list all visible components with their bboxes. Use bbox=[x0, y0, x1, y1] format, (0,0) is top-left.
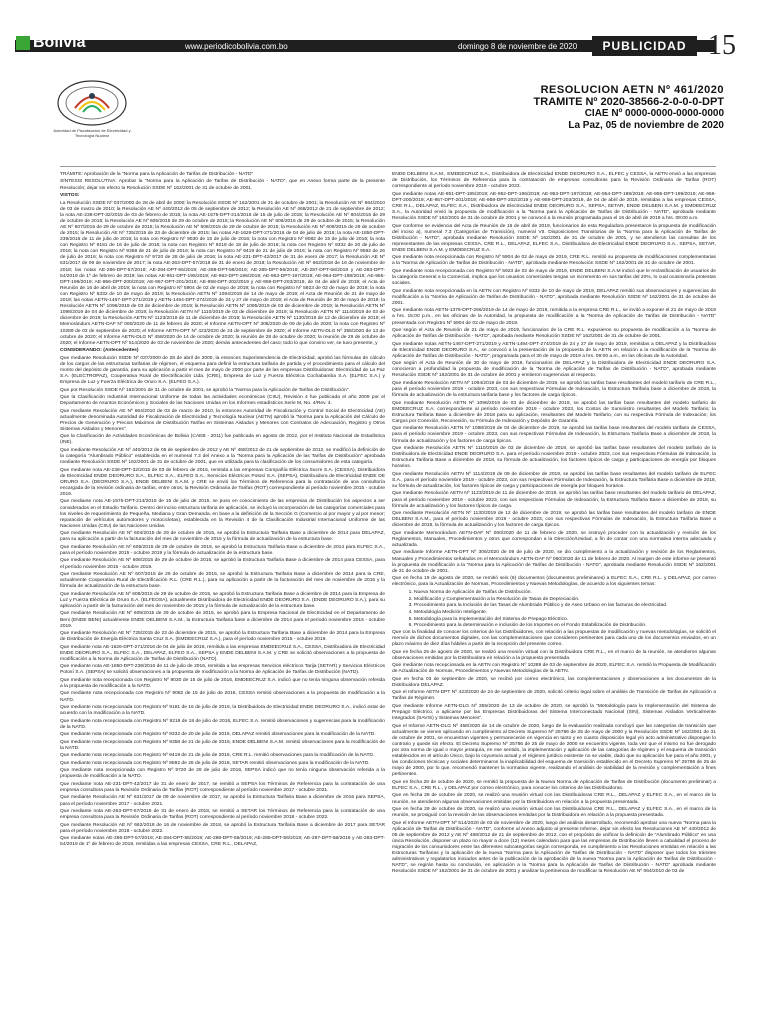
paragraph: Que mediante Resolución AETN Nº 1096/2019 de 03 de diciembre de 2019, se aprobó las tarifas base resultantes del modelo tarifario de EMDEECRUZ S.A. correspondiente al período noviembre 2019 - octubre 2023, los Costos de Suministro resultantes del Modelo Tarifario; la Estructura Tarifaria Base a diciembre de 2018 para su aplicación, resultantes del Modelo Tarifario, con su respectiva Fórmula de Indexación; los Cargos por Conexión, Reconexión, su Fórmula de Indexación y Depósito de Garantía. bbox=[392, 400, 716, 424]
paragraph: Que mediante Resolución AETN Nº 1123/2019 de 11 de diciembre de 2019, se aprobó las tarifas base resultantes del modelo tarifario de DELAPAZ, para el período noviembre 2019 - octubre 2023, con sus respectivas Fórmulas de Indexación, la Estructura Tarifaria Base a diciembre de 2018, su fórmula de actualización y los factores típicos de carga. bbox=[392, 491, 716, 509]
paragraph: Que mediante nota recepcionada en la AETN con Registro Nº 6332 de 10 de mayo de 2019, DELAPAZ remitió sus observaciones y sugerencias de modificación a la "Norma de Aplicación de Tarifas de Distribución - NATD", aprobada mediante Resolución SSDE Nº 162/2001 de 31 de octubre de 2001. bbox=[392, 288, 716, 306]
paragraph: Que mediante notas AETN-1467-DPT-271/2019 y AETN-1494-DPT-274/2019 de 24 y 27 de mayo de 2019, remitidas a DELAPAZ y la Distribuidora de Electricidad ENDE DEORURO S.A., se convocó a la presentación de la propuesta de la AETN en relación a la modificación de la "Norma de Aplicación de Tarifas de Distribución - NATD", programada para el 30 de mayo de 2019 a hrs. 09:00 a.m., en las oficinas de la Autoridad. bbox=[392, 341, 716, 359]
paragraph: Que mediante notas AE-286-DPT-57/2019; AE-284-DPT-55/2019; AE-288-DPT-59/2019; AE-285-DPT-56/2019; AE-287-DPT-58/2019 y AE-283-DPT-54/2019 de 1º de febrero de 2019, remitidas a las empresas CESSA, CRE R.L., DELAPAZ, bbox=[60, 836, 385, 848]
tramite-text: TRÁMITE: Aprobación de la "Norma para la Aplicación de Tarifas de Distribución - NATD" bbox=[60, 172, 254, 177]
paragraph: Que mediante Resolución AE Nº 608/2015 de 29 de octubre de 2015, se aprobó la Estructura Tarifaria Base a diciembre de 2014 para la Empresa de Luz y Fuerza Eléctrica de Oruro S.A. (ELFEOSA), actualmente Distribuidora de Electricidad ENDE DEORURO S.A. (ENDE DEORURO S.A.), para su aplicación a partir de la facturación del mes de noviembre de 2015 y la fórmula de actualización de la estructura base. bbox=[60, 591, 385, 609]
paragraph: Que mediante nota AE-263-DPT-57/2018 de 31 de enero de 2018, se remitió a SETAR los Términos de Referencia para la contratación de una empresa consultora para la Revisión Ordinaria de Tarifas (ROT) correspondiente al período noviembre 2018 - octubre 2022. bbox=[60, 808, 385, 821]
right-paragraphs-a bbox=[392, 172, 716, 588]
paragraph: Que por Resolución SSDE Nº 162/2001 de 31 de octubre de 2001, se aprobó la "Norma para la Aplicación de Tarifas de Distribución". bbox=[60, 387, 350, 393]
paragraph: Que en fecha 28 de octubre de 2020, se realizó una reunión virtual con las Distribuidoras CRE R.L., DELAPAZ y ELFEC S.A., en el marco de la reunión, se atendieron algunas observaciones emitidas por la Distribuidora en relación a la propuesta presentada. bbox=[392, 793, 716, 805]
topics-list bbox=[414, 590, 716, 630]
list-item: 5. Metodología para la Implementación del Sistema de Prepago Eléctrico. bbox=[414, 617, 716, 623]
paragraph: Que mediante Resolución AE Nº 604/2015 de 29 de octubre de 2015, se aprobó la Estructura Tarifaria Base a diciembre de 2014 para DELAPAZ, para su aplicación a partir de la facturación del mes de noviembre de 2015 y la fórmula de actualización de la estructura base. bbox=[60, 531, 385, 543]
paragraph: Que mediante Resolución SSDE Nº 037/2000 de 28 de abril de 2000, la entonces Superintendencia de Electricidad, aprobó las fórmulas de cálculo de los cargos de las estructuras tarifarias de régimen, el esquema para definir la estructura tarifaria de partida y el procedimiento para el cálculo del monto del depósito de garantía, para su aplicación a partir el mes de mayo de 2000 por parte de las empresas Distribuidoras: Electricidad de La Paz S.A. (ELECTROPAZ), Cooperativa Rural de Electrificación Ltda. (CRE), Empresa de Luz y Fuerza Eléctrica Cochabamba S.A. (ELFEC S.A.) y Empresa de Luz y Fuerza Eléctrica de Oruro S.A. (ELFEO S.A.). bbox=[60, 355, 385, 386]
paragraph: Que mediante Resolución AE Nº 631/2017 de 09 de noviembre de 2017, se aprobó la Estructura Tarifaria Base a diciembre de 2016 para SEPSA, para el período noviembre 2017 - octubre 2021. bbox=[60, 795, 385, 807]
paragraph: Que mediante nota AE-1850-DPT-239/2016 de 11 de julio de 2016, remitida a las empresas Servicios eléctricos Tarija (SETAR) y Servicios Eléctricos Potosí S.A. (SEPSA) se solicitó observaciones a la propuesta de modificación a la Norma de Aplicación de Tarifas de Distribución (NATD). bbox=[60, 664, 385, 676]
list-item: 3. Procedimiento para la Inclusión de las Tasas de Alumbrado Público y de Aseo Urbano en las facturas de electricidad. bbox=[414, 603, 716, 609]
paragraph: Que mediante Resolución AETN Nº 1094/2019 de 03 de diciembre de 2019, se aprobó las tarifas base resultantes del modelo tarifario de CRE R.L., para el período noviembre 2019 - octubre 2023, con sus respectivas Fórmulas de Indexación, la Estructura Tarifaria base a diciembre de 2018, la fórmula de actualización de la estructura tarifaria base y los factores de carga típicos. bbox=[392, 380, 716, 399]
list-item: 1. Nueva Norma de Aplicación de Tarifas de Distribución. bbox=[414, 590, 716, 596]
issue-date: domingo 8 de noviembre de 2020 bbox=[458, 42, 578, 51]
list-item: 4. Metodología Medición Inteligente. bbox=[414, 610, 716, 616]
paragraph: Que mediante nota recepcionada con Registro Nº 5923 de 02 de mayo de 2019, ENDE DELBENI S.A.M indicó que le reclasificación de usuarios de la categoría General a la Comercial, implica que los usuarios comerciales tengan un incremento en sus tarifas del 20%, lo cual ocasionaría protestas sociales. bbox=[392, 268, 716, 287]
paragraph: Que según el Acta de Reunión de 30 de mayo de 2019, funcionarios de DELAPAZ y la Distribuidora de Electricidad ENDE DEORURO S.A. conocieron a profundidad la propuesta de modificación de la "Norma de Aplicación de Tarifas de Distribución - NATD", aprobada mediante Resolución SSDE Nº 162/2001 de 31 de octubre de 2001 y emitieron sugerencias al respecto. bbox=[392, 361, 716, 379]
paragraph: Que mediante nota AETN-1376-DPT-266/2019 de 14 de mayo de 2019, remitida a la empresa CRE R.L., se invitó a exponer el 21 de mayo de 2019 a hrs. 15:00 p.m., en las oficinas de la Autoridad, la propuesta de modificación a la "Norma de Aplicación de Tarifas de Distribución - NATD" presentada con Registro Nº 5904 de 02 de mayo de 2019. bbox=[392, 308, 716, 326]
paragraph: Que mediante Resolución AE Nº 606/2015 de 29 de octubre de 2015, se aprobó la Estructura Tarifaria Base a diciembre de 2014 para CESSA, para el período noviembre 2015 - octubre 2019. bbox=[60, 558, 385, 570]
paragraph: Que mediante Resolución AE Nº 607/2015 de 29 de octubre de 2015, se aprobó la Estructura Tarifaria Base a diciembre de 2014 para la CRE, actualmente Cooperativa Rural de Electrificación R.L. (CRE R.L.), para su aplicación a partir de la facturación del mes de noviembre de 2015 y la fórmula de actualización de la estructura base. bbox=[60, 572, 385, 590]
left-column bbox=[60, 172, 385, 850]
paragraph: ENDE DELBENI S.A.M., EMDEECRUZ S.A., Distribuidora de Electricidad ENDE DEORURO S.A., ELFEC y CESSA, la AETN envió a las empresas de Distribución, los Términos de Referencia para la contratación de empresas consultoras para la Revisión Ordinaria de Tarifas (ROT) correspondiente al período noviembre 2019 - octubre 2023. bbox=[392, 172, 716, 190]
crest-caption: Autoridad de Fiscalización de Electricidad y Tecnología Nuclear bbox=[53, 128, 131, 138]
paragraph: Que según el Acta de Reunión de 21 de mayo de 2019, funcionarios de la CRE R.L. expusieron su propuesta de modificación a la "Norma de Aplicación de Tarifas de Distribución - NATD", aprobada mediante Resolución SSDE Nº 162/2001 de 31 de octubre de 2001. bbox=[392, 327, 716, 340]
list-item: 2. Modificación y Complementación a la Resolución de Tasas de Depreciación. bbox=[414, 597, 716, 603]
paragraph: Que en fecha 19 de agosto de 2020, se remitió seis (6) documentos (documentos preliminares) a ELFEC S.A., CRE R.L. y DELAPAZ, por correo electrónico, para la Actualización de Normas, Procedimientos y Nuevas Metodologías, de acuerdo a los siguientes temas: bbox=[392, 576, 716, 588]
left-paragraphs bbox=[60, 356, 385, 849]
paragraph: Que la Clasificación Industrial Internacional Uniforme de todas las actividades económicas (CIIU), Revisión 4 fue publicada el año 2009 por el Departamento de Asuntos Económicos y Sociales de las Naciones Unidas en los Informes estadísticos Serie M, No. 4/Rev. 4. bbox=[60, 395, 385, 407]
logo-text: Bolivia bbox=[33, 34, 86, 51]
right-paragraphs-b bbox=[392, 630, 716, 875]
considerando-heading: CONSIDERANDO: (Antecedentes) bbox=[60, 348, 139, 354]
paragraph: Que mediante nota recepcionada con Registro Nº 9592 de 26 de julio de 2016, SETAR remitió observaciones para la modificación de la NATD. bbox=[60, 760, 370, 766]
paragraph: Que mediante Resolución AETN Nº 1130/2019 de 12 de diciembre de 2019, se aprobó las tarifas base resultantes del modelo tarifario de ENDE DELBENI S.A.M., para el período noviembre 2019 - octubre 2023, con sus respectivas Fórmulas de Indexación, la Estructura Tarifaria Base a diciembre de 2018, la fórmula de actualización y los factores de carga típicos. bbox=[392, 511, 716, 529]
paragraph: Que mediante notas AE-951-DPT-195/2019; AE-952-DPT-196/2019; AE-953-DPT-197/2019; AE-954-DPT-198/2019; AE-955-DPT-199/2019; AE-956-DPT-200/2019; AE-957-DPT-201/2019; AE-958-DPT-202/2019 y AE-959-DPT-203/2019, de 04 de abril de 2019, remitidas a las empresas CESSA, CRE R.L., DELAPAZ, ELFEC S.A., Distribuidora de Electricidad ENDE DEORURO S.A., SEPSA, SETAR, ENDE DELBENI S.A.M. y EMDEECRUZ S.A., la Autoridad envió la propuesta de modificación a la "Norma para la Aplicación de Tarifas de Distribución - NATD", aprobada mediante Resolución SSDE Nº 162/2001 de 31 de octubre de 2001 y se convocó a la reunión programada para el 16 de abril de 2019 a hrs. 09:00 a.m. bbox=[392, 191, 716, 222]
paragraph: Que mediante Informe AETN-DLG Nº 355/2020 de 13 de octubre de 2020, se aprobó la "Metodología para la Implementación del Sistema de Prepago Eléctrico, a aplicarse por las Empresas Distribuidoras del Sistema Interconectado Nacional (SIN), Sistemas Aislados Verticalmente Integrados (SAVIS) y Sistemas Menores". bbox=[392, 703, 716, 722]
paragraph: Que el Informe AETN-DLG Nº 458/2020 de 14 de octubre de 2020, luego de la evaluación realizada concluyó que las categorías de transición que actualmente se vienen aplicando en cumplimiento al Decreto Supremo Nº 25786 de 25 de mayo de 2000 y la Resolución SSDE Nº 162/2001 de 31 de octubre de 2001, se encuentran vigentes y permanecerán en vigencia en tanto y en cuanto disposición legal y/o acto administrativo dispongan lo contrario y quede sin efecto. El Decreto Supremo Nº 25786 de 25 de mayo de 2000 se encuentra vigente, toda vez que el mismo no fue derogado por otra norma de igual o mayor jerarquía, en ese sentido, la implementación y aplicación de las categorías de régimen y el esquema de transición establecidos en el artículo Único, bajo la coyuntura actual y el régimen jurídico existente no se viable, dado que su aplicación fue para el año 2001, y las condiciones técnicas y sociales determinaron la inaplicabilidad del esquema de transición establecido en el Decreto Supremo Nº 25786 de 25 de mayo de 2000, por lo que, recomendó mantener la normativa vigente, realizando el análisis de viabilidad de la revisión y complementación a fines pertinentes. bbox=[392, 723, 716, 778]
paragraph: Que en fecha 28 de octubre de 2020, se remitió la propuesta de la Nueva Norma de Aplicación de Tarifas de Distribución (documento preliminar) a ELFEC S.A., CRE R.L., y DELAPAZ por correo electrónico, para conocer los criterios de las Distribuidoras. bbox=[392, 779, 716, 791]
resolution-number: RESOLUCION AETN Nº 461/2020 bbox=[540, 84, 724, 96]
newspaper-logo[interactable] bbox=[16, 34, 85, 52]
paragraph: Que mediante nota recepcionada con Registro Nº 5904 de 02 de mayo de 2019, CRE R.L. remitió su propuesta de modificaciones complementarias a la "Norma de Aplicación de Tarifas de Distribución - NATD", aprobada mediante Resolución SSDE Nº 162/2001 de 31 de octubre de 2001. bbox=[392, 255, 716, 267]
paragraph: Que en fecha 03 de septiembre de 2020, se recibió por correo electrónico, las complementaciones y observaciones a los documentos de la Distribuidora DELAPAZ. bbox=[392, 676, 716, 688]
list-item: 6. Procedimiento para la determinación e inclusión de los Importes en el Fondo Estabilización de Distribución. bbox=[414, 623, 716, 629]
paragraph: Que en fecha 29 de octubre de 2020, se realizó una reunión virtual con las Distribuidoras CRE R.L., DELAPAZ y ELFEC S.A., en el marco de la reunión, se prosiguió con la revisión de las observaciones emitidas por la Distribuidora en relación a la propuesta presentada. bbox=[392, 806, 716, 819]
paragraph: Que el Informe AETN-DPT Nº 514/2020 de 03 de noviembre de 2020, luego del análisis desarrollado, recomendó aprobar una nueva "Norma para la Aplicación de Tarifas de Distribución - NATD", conforme al Anexo adjunto al presente Informe, dejar sin efecto las Resoluciones AE Nº 440/2012 de 05 de septiembre de 2012 y AE Nº 468/2012 de 21 de septiembre de 2012, con el propósito de unificar la definición de "Alumbrado Público" en una única Resolución, disponer un plazo no mayor a doce (12) meses calendario para que las empresas de Distribución lleven a cabalidad el proceso de migración de los consumidores entre las diferentes subcategorías según corresponda, en cumplimiento a las Resoluciones emitidas en relación a las Estructuras Tarifarias y la aplicación de la nueva "Norma para la Aplicación de Tarifas de Distribución - NATD" disponer que todos los trámites administrativos y regulatorios iniciados antes de la publicación de la aprobación de la nueva "Norma para la Aplicación de Tarifas de Distribución - NATD", se regirán hasta su conclusión, en aplicación a la "Norma para la Aplicación de Tarifas de Distribución - NATD" aprobada mediante Resolución SSDE Nº 162/2001 de 31 de octubre de 2001 y analizar la pertinencia de modificar la Resolución AE Nº 064/2010 de 03 de bbox=[392, 820, 716, 875]
paragraph: Que mediante nota AE-238-DPT-32/2015 de 03 de febrero de 2015, remitida a las empresas Compañía Eléctrica Sucre S.A. (CESSA), Distribuidora de Electricidad ENDE DEORURO S.A., ELFEC S.A., ELFEO S.A., Servicios Eléctricos Potosí S.A. (SEPSA), Distribuidora de Electricidad ENDE DE ORURO S.A. (DEORURO S.A.), ENDE DELBENI S.A.M. y CRE se envió los Términos de Referencia para la contratación de una consultoría encargada de la revisión ordinaria de tarifas, entre otros, la Revisión Ordinaria de Tarifas (ROT) correspondiente al período noviembre 2015 - octubre 2019. bbox=[60, 467, 385, 497]
paragraph: Que la Clasificación de Actividades Económicas de Bolivia (CAEB - 2011) fue publicada en agosto de 2012, por el Instituto Nacional de Estadística (INE). bbox=[60, 434, 385, 446]
paragraph: Que mediante nota AE-1626-DPT-271/2016 de 04 de julio de 2016, remitida a las empresas EMDEECRUZ S.A., CESSA, Distribuidora de Electricidad ENDE DEORURO S.A., ELFEC S.A., DELAPAZ, ELFEO S.A., SEPSA y ENDE DELBENI S.A.M. y CRE se solicitó observaciones a la propuesta de modificación a la Norma de Aplicación de Tarifas de Distribución (NATD). bbox=[60, 644, 385, 662]
paragraph: Que el Informe AETN-DPT Nº 423/2020 de 24 de septiembre de 2020, solicitó criterio legal sobre el análisis de Transición de Tarifas de Aplicación a Tarifas de Régimen. bbox=[392, 690, 716, 702]
aetn-crest-icon bbox=[55, 78, 129, 128]
paragraph: Que mediante Resolución AE Nº 662/2018 de 16 de noviembre de 2018, se aprobó la Estructura Tarifaria Base a diciembre de 2017 para SETAR para el período noviembre 2018 - octubre 2022. bbox=[60, 822, 385, 834]
paragraph: Que mediante nota recepcionada con Registro Nº 9030 de 15 de julio de 2016, EMDEECRUZ S.A. indicó que no tenía ninguna observación referida a la propuesta de modificación a la NATD. bbox=[60, 677, 385, 689]
paragraph: Que mediante nota recepcionada con Registro Nº 9419 de 21 de julio de 2016, CRE R.L. remitió observaciones para la modificación de la NATD. bbox=[60, 753, 375, 759]
paragraph: Que mediante Resolución AE Nº 605/2015 de 29 de octubre de 2015, se aprobó la Estructura Tarifaria Base a diciembre de 2014 para ELFEC S.A., para el período noviembre 2015 - octubre 2019 y la fórmula de actualización de la estructura base. bbox=[60, 544, 385, 556]
paragraph: Que mediante nota recepcionada con Registro Nº 9358 de 21 de julio de 2016, ENDE DELBENI S.A.M. remitió observaciones para la modificación de la NATD. bbox=[60, 739, 385, 751]
sintesis-text: SÍNTESIS RESOLUTIVA: Aprobar la "Norma para la Aplicación de Tarifas de Distribución - NATD", que en Anexo forma parte de la presente Resolución; dejar sin efecto la Resolución SSDE Nº 162/2001 de 31 de octubre de 2001. bbox=[60, 179, 385, 191]
paragraph: Que mediante Resolución AE Nº 664/2010 de 03 de marzo de 2010, la entonces Autoridad de Fiscalización y Control Social de Electricidad (AE) actualmente denominada Autoridad de Fiscalización de Electricidad y Tecnología Nuclear (AETN) aprobó la "Norma para la Aplicación del Cálculo de Precios de Generación y Precios Máximos de Distribución Tarifas en Sistemas Aislados y Menores con Contratos de Adecuación, Registro y Otros Sistemas Aislados y Menores". bbox=[60, 408, 385, 432]
paragraph: Que en fecha 25 de agosto de 2020, se realizó una reunión virtual con la Distribuidora CRE R.L., en el marco de la reunión, se atendieron algunas observaciones emitidas por la Distribuidora en relación a la propuesta presentada. bbox=[392, 649, 716, 661]
paragraph: Que mediante Resolución AE Nº 725/2015 de 23 de diciembre de 2015, se aprobó la Estructura Tarifaria Base a diciembre de 2014 para la Empresa de Distribución de Energía Eléctrica Santa Cruz S.A. (EMDEECRUZ S.A.), para el período noviembre 2015 - octubre 2019. bbox=[60, 631, 385, 643]
tramite-number: TRAMITE Nº 2020-38566-2-0-0-0-DPT bbox=[533, 96, 724, 108]
paragraph: Que mediante nota recepcionada con Registro Nº 9082 de 15 de julio de 2016, CESSA remitió observaciones a la propuesta de modificación a la NATD. bbox=[60, 691, 385, 703]
divider bbox=[60, 166, 716, 167]
paragraph: Que con la finalidad de conocer los criterios de los Distribuidores, con relación a las propuestas de modificación y nuevas metodologías, se solicitó el reenvío de dichos documentos digitales, con las complementaciones que consideren pertinentes para cada uno de los documentos enviados, en un plazo máximo de diez días hábiles a partir de la recepción del presente correo. bbox=[392, 629, 716, 648]
newspaper-header bbox=[0, 0, 768, 66]
paragraph: Que mediante Resolución AETN Nº 1114/2019 de 09 de diciembre de 2019, se aprobó las tarifas base resultantes del modelo tarifario de ELFEC S.A., para el período noviembre 2019 - octubre 2023, con sus respectivas Fórmulas de Indexación, la Estructura Tarifaria Base a diciembre de 2018, su fórmula de actualización, los factores típicos de carga y participaciones de energía por bloques horarios. bbox=[392, 471, 716, 489]
paragraph: Que mediante nota recepcionada con Registro Nº 9218 de 18 de julio de 2016, ELFEC S.A. remitió observaciones y sugerencias para la modificación de la NATD. bbox=[60, 718, 385, 730]
paragraph: Que conforme se evidencia del Acta de Reunión de 16 de abril de 2019, funcionarios de esta Reguladora presentaron la propuesta de modificación del inciso a), numeral 7.3 (Categorías de Transición), numeral VII. Disposiciones Transitorias de la "Norma para la Aplicación de Tarifas de Distribución - NATD", aprobada mediante Resolución SSDE Nº 162/2001 de 31 de octubre de 2001, y se atendieron las consultas de los representantes de las empresas CESSA, CRE R.L., DELAPAZ, ELFEC S.A., Distribuidora de Electricidad ENDE DEORURO S.A., SEPSA, SETAR, ENDE DELBENI S.A.M. y EMDEECRUZ S.A. bbox=[392, 223, 716, 253]
vistos-heading: VISTOS: bbox=[60, 193, 80, 199]
right-column bbox=[392, 172, 716, 877]
paragraph: Que mediante Resolución AETN Nº 1110/2019 de 03 de diciembre de 2019, se aprobó las tarifas base resultantes del modelo tarifario de la Distribuidora de Electricidad ENDE DEORURO S.A. para el período noviembre 2019 - octubre 2023, con sus respectivas Fórmulas de Indexación, la Estructura Tarifaria Base a diciembre de 2018, su fórmula de actualización, los factores típicos de carga y participaciones de energía por bloques horarios. bbox=[392, 446, 716, 470]
paragraph: Que mediante Informe AETN-DPT Nº 306/2020 de 09 de julio de 2020, se dio cumplimiento a la actualización y revisión de los Reglamentos, Manuales y Procedimientos señalados en el Memorándum AETN-DAF Nº 060/2020 de 11 de febrero de 2020. Al margen de este informe se presentó la propuesta de modificación a la "Norma para la Aplicación de Tarifas de Distribución - NATD", aprobada mediante Resolución SSDE Nº 162/2001 de 31 de octubre de 2001. bbox=[392, 550, 716, 574]
paragraph: Que mediante nota recepcionada con Registro Nº 9332 de 20 de julio de 2016, DELAPAZ remitió observaciones para la modificación de la NATD. bbox=[60, 732, 376, 738]
vistos-text: La Resolución SSDE Nº 037/2000 de 28 de abril de 2000; la Resolución SSDE Nº 162/2001 de 31 de octubre de 2001; la Resolución AE Nº 664/2010 de 03 de marzo de 2010; la Resolución AE Nº 440/2012 de 05 de septiembre de 2012; la Resolución AE Nº 468/2012 de 21 de septiembre de 2012; la nota AE-238-DPT-32/2015 de 03 de febrero de 2015; la nota AE-1575-DPT-214/2015 de 15 de julio de 2015; la Resolución AE Nº 804/2015 de 29 de octubre de 2015; la Resolución AE Nº 605/2015 de 29 de octubre de 2015; la Resolución AE Nº 606/2015 de 29 de octubre de 2015; la Resolución AE Nº 607/2015 de 29 de octubre de 2015; la Resolución AE Nº 608/2015 de 29 de octubre de 2015; la Resolución AE Nº 609/2015 de 29 de octubre de 2015; la Resolución AE Nº 725/2015 de 23 de diciembre de 2015; las notas AE-1626-DPT-271/2016 de 04 de julio de 2016; la nota AE-1850-DPT-239/2016 de 11 de julio de 2016; la nota con Registro Nº 9030 de 15 de julio de 2016; la nota con Registro Nº 9082 de 15 de julio de 2016; la nota con Registro Nº 9181 de 16 de julio de 2016; la nota con Registro Nº 9218 de 18 de julio de 2016; la nota con Registro Nº 9332 de 20 de julio de 2016; la nota con Registro Nº 9358 de 21 de julio de 2016; la nota con Registro Nº 9419 de 21 de julio de 2016; la nota con Registro Nº 9592 de 26 de julio de 2016; la nota con Registro Nº 9720 de 28 de julio de 2016; la nota AE-231-DPT-42/2017 de 31 de enero de 2017; la Resolución AE Nº 631/2017 de 09 de noviembre de 2017; la nota AE-263-DPT-57/2018 de 31 de enero de 2018; la Resolución AE Nº 662/2018 de 16 de noviembre de 2018; las notas AE-286-DPT-57/2019; AE-284-DPT-55/2019; AE-288-DPT-59/2019; AE-285-DPT-56/2019; AE-287-DPT-58/2019 y AE-283-DPT-54/2019 de 1º de febrero de 2019; las notas AE-951-DPT-195/2019; AE-952-DPT-196/2019; AE-953-DPT-197/2019; AE-954-DPT-198/2019; AE-955-DPT-199/2019; AE-956-DPT-200/2019; AE-957-DPT-201/2019; AE-958-DPT-202/2019 y AE-959-DPT-203/2019, de 04 de abril de 2019; el Acta de Reunión de 16 de abril de 2019; la nota con Registro Nº 5904 de 02 de mayo de 2019; la nota con Registro Nº 5923 de 02 de mayo de 2019; la nota con Registro Nº 6332 de 10 de mayo de 2019; la Resolución AETN Nº 1094/2019 de 14 de mayo de 2019; el Acta de Reunión de 21 de mayo de 2019; las notas AETN-1467-DPT-271/2019 y AETN-1494-DPT-274/2019 de 24 y 27 de mayo de 2019; el Acta de Reunión de 30 de mayo de 2019; la Resolución AETN Nº 1096/2019 de 03 de diciembre de 2019; la Resolución AETN Nº 1095/2019 de 03 de diciembre de 2019; la Resolución AETN Nº 1098/2019 de 04 de diciembre de 2019; la Resolución AETN Nº 1110/2019 de 03 de diciembre de 2019; la Resolución AETN Nº 1114/2019 de 03 de diciembre de 2019; la Resolución AETN Nº 1123/2019 de 11 de diciembre de 2019; la Resolución AETN Nº 1130/2019 de 12 de diciembre de 2019; el Memorándum AETN-DAF Nº 060/2020 de 11 de febrero de 2020; el Informe AETN-DPT Nº 306/2020 de 09 de julio de 2020; la nota con Registro Nº 10289 de 03 de septiembre de 2020; el Informe AETN-DPT Nº 423/2020 de 24 de septiembre de 2020; el Informe AETN-DLG Nº 355/2020 de 13 de octubre de 2020; el Informe AETN-DLG Nº 458/2020 de 14 de octubre de 2020; la reunión de 28 de octubre de 2020; la reunión de 29 de octubre de 2020; el Informe AETN-DPT Nº 514/2020 de 03 de noviembre de 2020; demás antecedentes del caso; todo lo que convino ver, se tuvo presente, y bbox=[60, 200, 385, 346]
paragraph: Que mediante Resolución AE Nº 440/2012 de 05 de septiembre de 2012 y AE Nº 468/2012 de 21 de septiembre de 2012, se modificó la definición de la categoría "Alumbrado Público" establecida en el numeral 7.3 del Anexo a la "Norma para la Aplicación de las Tarifas de Distribución" aprobada mediante Resolución SSDE Nº 162/2001 de 31 de octubre de 2001, que es utilizada para la clasificación de los consumidores de esta categoría. bbox=[60, 447, 385, 466]
logo-mark-icon bbox=[16, 36, 30, 50]
website-url[interactable]: www.periodicobolivia.com.bo bbox=[185, 42, 288, 51]
resolution-date: La Paz, 05 de noviembre de 2020 bbox=[568, 120, 724, 131]
paragraph: Que mediante nota AE-231-DPT-42/2017 de 31 de enero de 2017, se remitió a SEPSA los Términos de Referencia para la contratación de una empresa consultora para la Revisión Ordinaria de Tarifas (ROT) correspondiente al período noviembre 2017 - octubre 2021. bbox=[60, 781, 385, 793]
page-number: 15 bbox=[708, 30, 736, 61]
paragraph: Que mediante nota recepcionada con Registro Nº 9181 de 16 de julio de 2016, la Distribuidora de Electricidad ENDE DEORURO S.A., indicó estar de acuerdo con la modificación a la NATD. bbox=[60, 705, 385, 717]
paragraph: Que mediante Resolución AETN Nº 1098/2019 de 04 de diciembre de 2019, se aprobó las tarifas base resultantes del modelo tarifario de CESSA, para el período noviembre 2019 - octubre 2023, con sus respectivas Fórmulas de Indexación, la Estructura Tarifaria Base a diciembre de 2018, la fórmula de actualización y los factores de carga típicos. bbox=[392, 426, 716, 444]
paragraph: Que mediante Memorándum AETN-DAF Nº 060/2020 de 11 de febrero de 2020, se instruyó proceder con la actualización y revisión de los Reglamentos, Manuales, Procedimientos y otros que correspondan a la Dirección/Unidad, a fin de contar con una normativa interna adecuada y actualizada. bbox=[392, 530, 716, 548]
paragraph: Que mediante nota AE-1575-DPT-214/2015 de 15 de julio de 2015, se puso en conocimiento de las empresas de Distribución los aspectos a ser considerados en el Estudio Tarifario. Dentro del inciso estructura tarifaria de aplicación, se incluyó la incorporación de las categorías comerciales para los niveles de requerimiento de Pequeña, Mediana y Gran Demanda, en base a la definición de la Sección G (Comercio al por mayor y al por menor; reparación de vehículos automotores y motocicletas), establecida en la Revisión 4 de la Clasificación Industrial Internacional Uniforme de las Naciones Unidas (CIIU) de las Naciones Unidas. bbox=[60, 499, 385, 529]
paragraph: Que mediante nota recepcionada con Registro Nº 9720 de 28 de julio de 2016, SEPSA indicó que no tenía ninguna observación referida a la propuesta de modificación a la NATD. bbox=[60, 768, 385, 780]
paragraph: Que mediante nota recepcionada en la AETN con Registro Nº 10289 de 03 de septiembre de 2020, ELFEC S.A. remitió la Propuesta de Modificación de Actualización de Normas, Procedimientos y Nuevas Metodologías de la AETN. bbox=[392, 663, 716, 675]
ciae-number: CIAE Nº 0000-0000-0000-0000 bbox=[584, 108, 724, 119]
resolution-title bbox=[534, 84, 724, 132]
section-label: PUBLICIDAD bbox=[592, 36, 697, 56]
paragraph: Que mediante Resolución AE Nº 609/2015 de 29 de octubre de 2015, se aprobó para la Empresa Nacional de Electricidad en el Departamento de Beni (ENDE BENI) actualmente ENDE DELBENI S.A.M., la Estructura Tarifaria base a diciembre de 2014 para el período noviembre 2015 - octubre 2019. bbox=[60, 611, 385, 629]
